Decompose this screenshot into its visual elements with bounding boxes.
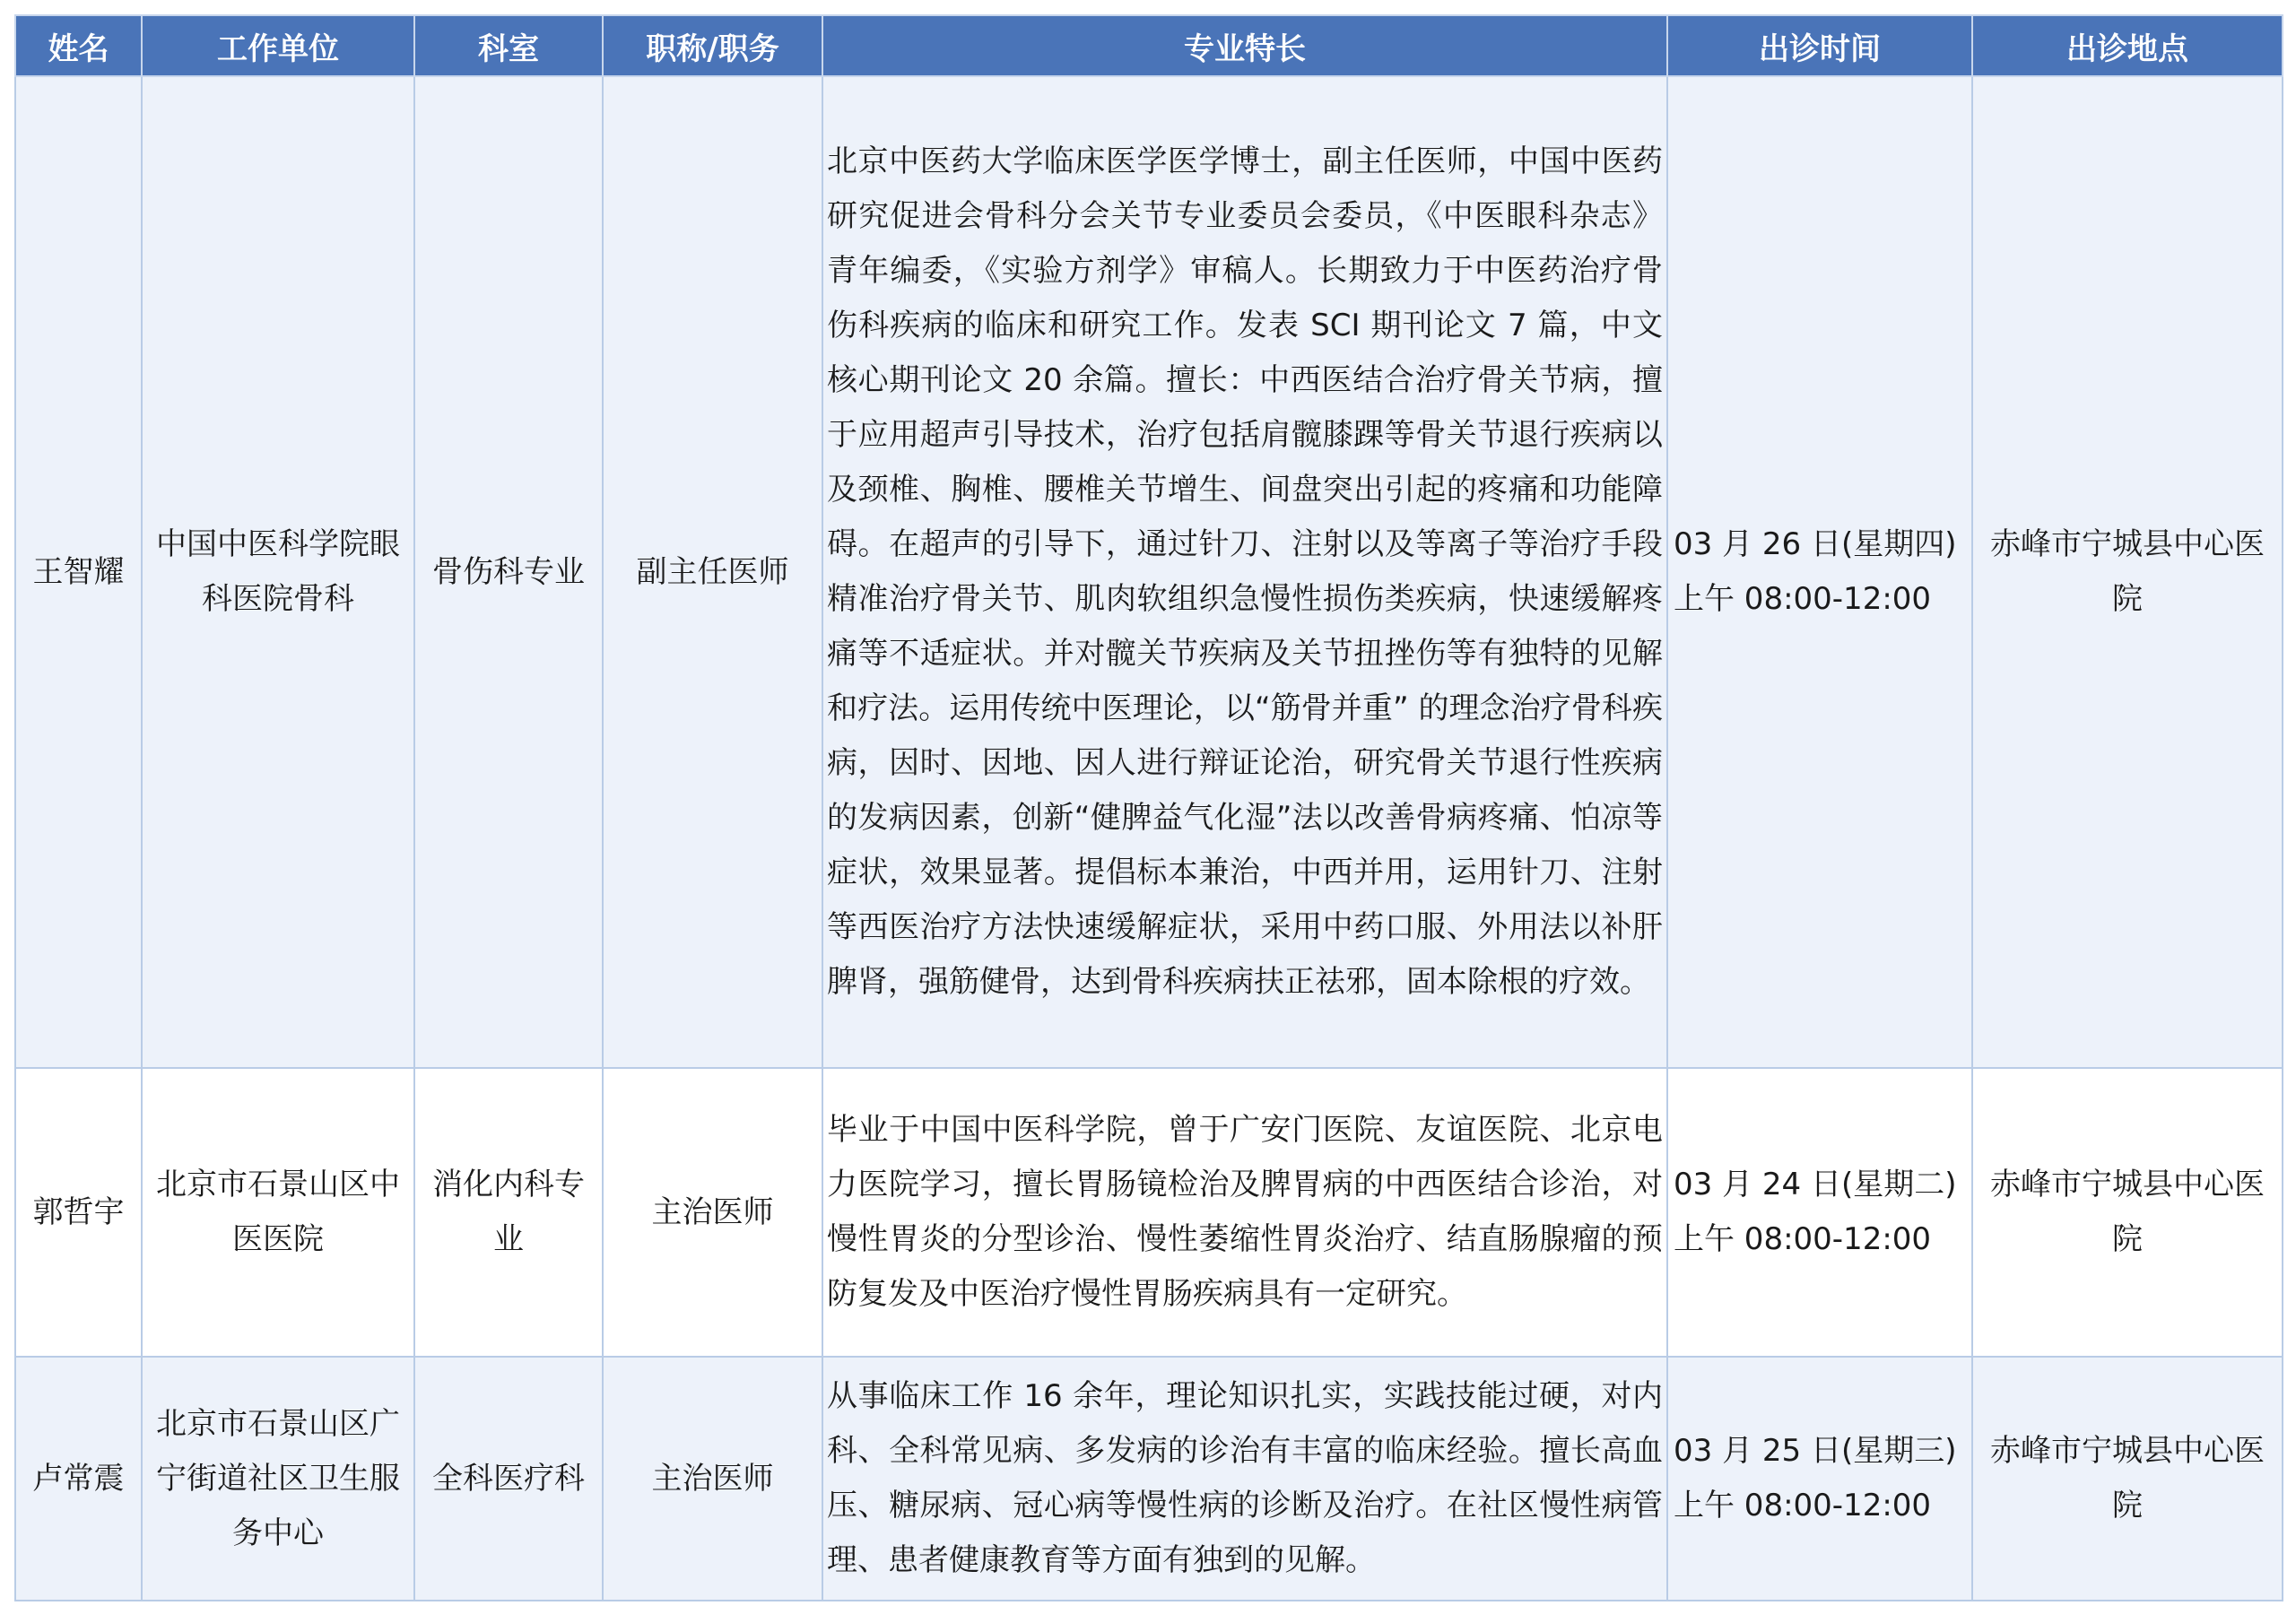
clinic-hours: 上午 08:00-12:00 xyxy=(1674,581,1932,617)
table-row xyxy=(15,1068,2283,1357)
department: 骨伤科专业 xyxy=(414,76,603,1068)
table-row xyxy=(15,76,2283,1068)
table-row xyxy=(15,1357,2283,1601)
header-time: 出诊时间 xyxy=(1667,15,1972,76)
header-row xyxy=(15,15,2283,76)
clinic-place: 赤峰市宁城县中心医院 xyxy=(1972,76,2283,1068)
header-name: 姓名 xyxy=(15,15,142,76)
department: 消化内科专业 xyxy=(414,1068,603,1357)
specialty-text: 从事临床工作 16 余年，理论知识扎实，实践技能过硬，对内科、全科常见病、多发病的诊治有丰富的临床经验。擅长高血压、糖尿病、冠心病等慢性病的诊断及治疗。在社区慢性病管理、患者健康教育等方面有独到的见解。 xyxy=(822,1357,1667,1601)
job-title: 主治医师 xyxy=(603,1357,822,1601)
clinic-date: 03 月 24 日(星期二) xyxy=(1674,1167,1957,1202)
department: 全科医疗科 xyxy=(414,1357,603,1601)
clinic-time xyxy=(1667,76,1972,1068)
clinic-place: 赤峰市宁城县中心医院 xyxy=(1972,1357,2283,1601)
clinic-date: 03 月 25 日(星期三) xyxy=(1674,1433,1957,1469)
work-unit: 北京市石景山区广宁街道社区卫生服务中心 xyxy=(142,1357,414,1601)
job-title: 主治医师 xyxy=(603,1068,822,1357)
doctor-name: 郭哲宇 xyxy=(15,1068,142,1357)
header-specialty: 专业特长 xyxy=(822,15,1667,76)
header-unit: 工作单位 xyxy=(142,15,414,76)
doctor-schedule-table xyxy=(14,14,2283,1601)
header-place: 出诊地点 xyxy=(1972,15,2283,76)
specialty-text: 北京中医药大学临床医学医学博士，副主任医师，中国中医药研究促进会骨科分会关节专业委员会委员，《中医眼科杂志》青年编委，《实验方剂学》审稿人。长期致力于中医药治疗骨伤科疾病的临床和研究工作。发表 SCI 期刊论文 7 篇，中文核心期刊论文 20 余篇。擅长：中西医结合治疗骨关节病，擅于应用超声引导技术，治疗包括肩髋膝踝等骨关节退行疾病以及颈椎、胸椎、腰椎关节增生、间盘突出引起的疼痛和功能障碍。在超声的引导下，通过针刀、注射以及等离子等治疗手段精准治疗骨关节、肌肉软组织急慢性损伤类疾病，快速缓解疼痛等不适症状。并对髋关节疾病及关节扭挫伤等有独特的见解和疗法。运用传统中医理论，以“筋骨并重” 的理念治疗骨科疾病，因时、因地、因人进行辩证论治，研究骨关节退行性疾病的发病因素，创新“健脾益气化湿”法以改善骨病疼痛、怕凉等症状，效果显著。提倡标本兼治，中西并用，运用针刀、注射等西医治疗方法快速缓解症状，采用中药口服、外用法以补肝脾肾，强筋健骨，达到骨科疾病扶正祛邪，固本除根的疗效。 xyxy=(822,76,1667,1068)
clinic-time xyxy=(1667,1357,1972,1601)
doctor-name: 卢常震 xyxy=(15,1357,142,1601)
clinic-hours: 上午 08:00-12:00 xyxy=(1674,1488,1932,1523)
clinic-hours: 上午 08:00-12:00 xyxy=(1674,1221,1932,1257)
clinic-place: 赤峰市宁城县中心医院 xyxy=(1972,1068,2283,1357)
work-unit: 北京市石景山区中医医院 xyxy=(142,1068,414,1357)
work-unit: 中国中医科学院眼科医院骨科 xyxy=(142,76,414,1068)
specialty-text: 毕业于中国中医科学院，曾于广安门医院、友谊医院、北京电力医院学习，擅长胃肠镜检治及脾胃病的中西医结合诊治，对慢性胃炎的分型诊治、慢性萎缩性胃炎治疗、结直肠腺瘤的预防复发及中医治疗慢性胃肠疾病具有一定研究。 xyxy=(822,1068,1667,1357)
header-title: 职称/职务 xyxy=(603,15,822,76)
clinic-date: 03 月 26 日(星期四) xyxy=(1674,526,1957,562)
doctor-name: 王智耀 xyxy=(15,76,142,1068)
header-dept: 科室 xyxy=(414,15,603,76)
doctor-schedule-table-wrapper xyxy=(14,14,2282,1601)
clinic-time xyxy=(1667,1068,1972,1357)
job-title: 副主任医师 xyxy=(603,76,822,1068)
